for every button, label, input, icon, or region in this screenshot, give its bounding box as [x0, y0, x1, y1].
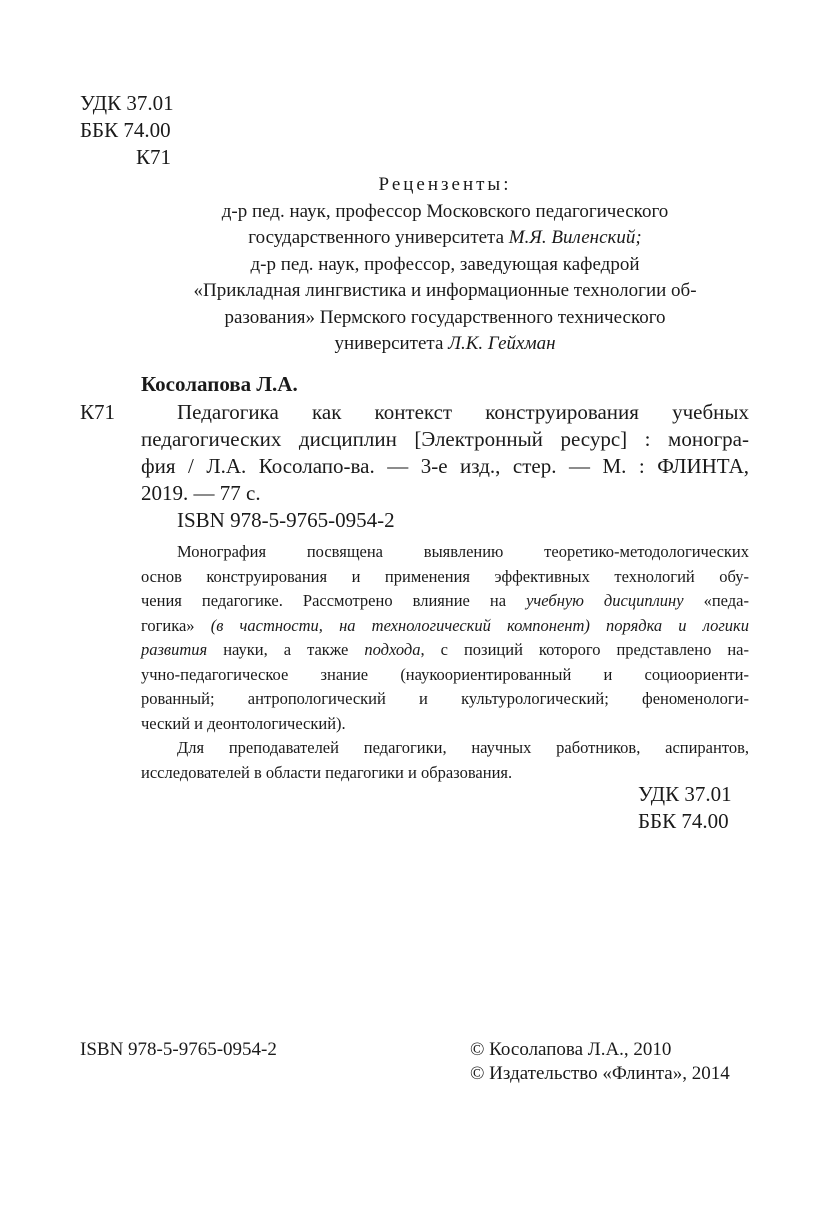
annotation-line-4 [141, 614, 749, 639]
reviewer-1-line-1: д-р пед. наук, профессор Московского педагогического [221, 200, 669, 222]
annotation-line-1: Монография посвящена выявлению теоретико-методологических [177, 542, 749, 561]
annotation-line-2: основ конструирования и применения эффективных технологий обу- [141, 566, 749, 586]
author-heading [141, 371, 298, 398]
bib-isbn: ISBN 978-5-9765-0954-2 [177, 508, 395, 532]
annotation-text: , с позиций которого представлено на- [420, 640, 749, 659]
reviewer-2-name: Л.К. Гейхман [448, 333, 556, 354]
annotation-emphasis: учебную дисциплину [526, 591, 684, 610]
reviewer-1-affiliation: государственного университета [248, 227, 509, 248]
copyright-publisher: © Издательство «Флинта», 2014 [470, 1063, 730, 1084]
reviewer-2-line-2: «Прикладная лингвистика и информационные технологии об- [193, 280, 697, 301]
udk-code: УДК 37.01 [80, 91, 174, 115]
bib-author-mark: К71 [80, 400, 116, 424]
author-mark: К71 [136, 145, 172, 169]
bbk-code: ББК 74.00 [80, 118, 171, 142]
bib-line-4: 2019. — 77 с. [141, 481, 261, 505]
audience-line-1: Для преподавателей педагогики, научных работников, аспирантов, [177, 738, 749, 757]
annotation-emphasis: развития [141, 640, 208, 659]
reviewer-2-affiliation: университета [334, 333, 449, 354]
reviewer-1-name: М.Я. Виленский; [508, 227, 642, 248]
bib-line-2: педагогических дисциплин [Электронный ресурс] : моногра- [141, 427, 749, 451]
footer-udk-code: УДК 37.01 [638, 782, 732, 806]
annotation-emphasis: подхода [364, 640, 421, 659]
annotation-text: гогика» [141, 615, 211, 635]
annotation-emphasis: (в частности, на технологический компонент) порядка и логики [210, 615, 749, 635]
reviewer-2-line-1: д-р пед. наук, профессор, заведующая кафедрой [250, 253, 640, 275]
reviewer-1-line-2 [140, 225, 750, 252]
reviewer-2-line-4 [140, 331, 750, 358]
copyright-author: © Косолапова Л.А., 2010 [470, 1039, 672, 1060]
annotation-line-3 [141, 589, 749, 614]
author-name: Косолапова Л.А. [141, 372, 298, 396]
reviewer-2-line-3: разования» Пермского государственного технического [224, 306, 666, 328]
annotation-line-5 [141, 638, 749, 663]
bib-line-3: фия / Л.А. Косолапо-ва. — 3-е изд., стер. — М. : ФЛИНТА, [141, 454, 749, 478]
reviewers-title: Рецензенты: [378, 174, 512, 195]
annotation-text: «педа- [683, 591, 749, 610]
bib-description [141, 399, 749, 534]
footer-bbk-code: ББК 74.00 [638, 809, 729, 833]
annotation [141, 540, 749, 785]
annotation-text: науки, а также [207, 640, 365, 659]
annotation-line-8: ческий и деонтологический). [141, 713, 346, 733]
annotation-line-7: рованный; антропологический и культурологический; феноменологи- [141, 689, 749, 708]
annotation-text: чения педагогике. Рассмотрено влияние на [141, 591, 527, 610]
audience-line-2: исследователей в области педагогики и образования. [141, 762, 513, 782]
reviewers-block [140, 172, 750, 358]
bib-line-1: Педагогика как контекст конструирования учебных [177, 400, 749, 424]
annotation-line-6: учно-педагогическое знание (наукоориентированный и социоориенти- [141, 664, 749, 684]
bottom-isbn: ISBN 978-5-9765-0954-2 [80, 1039, 277, 1060]
